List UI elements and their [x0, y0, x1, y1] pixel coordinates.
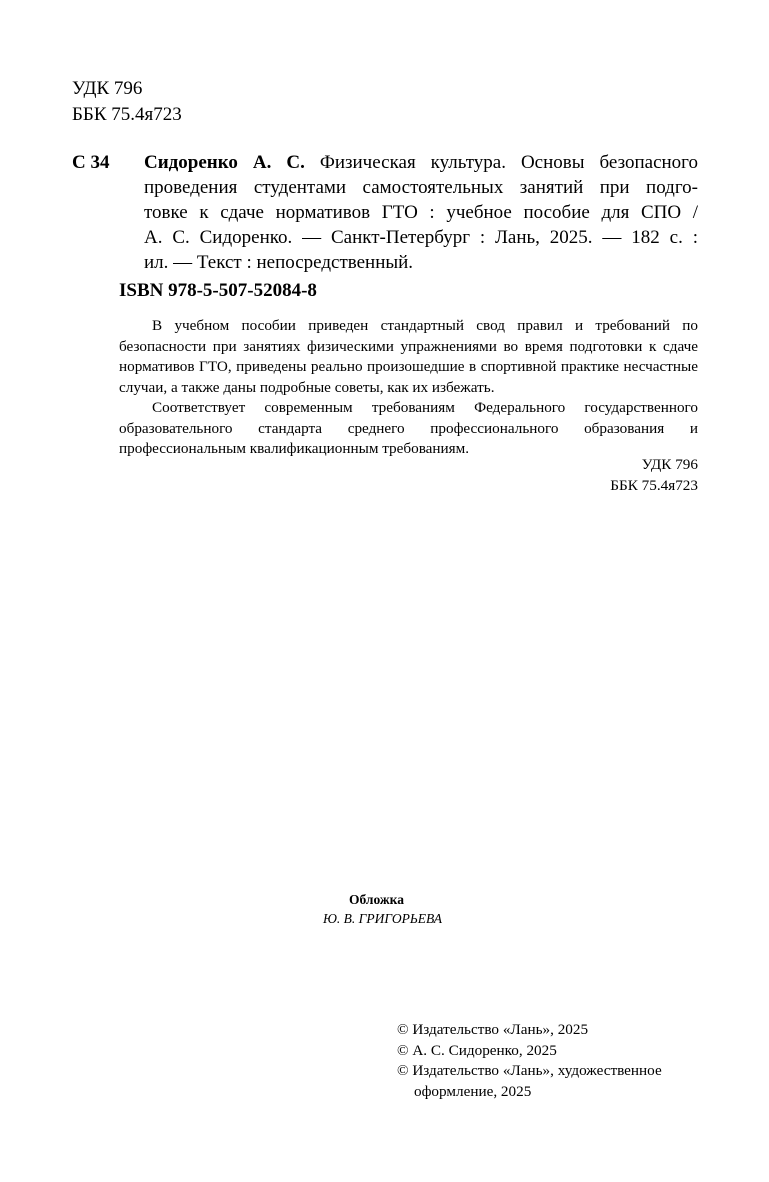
- annotation: [119, 316, 698, 460]
- biblio-line: проведения студентами самостоятельных занятий при подго-: [144, 177, 698, 198]
- biblio-line: А. С. Сидоренко. — Санкт-Петербург : Лань, 2025. — 182 с. :: [144, 227, 698, 248]
- cover-label: Обложка: [348, 892, 404, 907]
- classification-codes-top: [72, 76, 182, 128]
- copyright-line: © А. С. Сидоренко, 2025: [397, 1041, 557, 1059]
- bbk-code: ББК 75.4я723: [610, 476, 698, 494]
- udk-code: УДК 796: [641, 456, 698, 473]
- cover-designer: Ю. В. ГРИГОРЬЕВА: [322, 910, 443, 926]
- annotation-paragraph: Соответствует современным требованиям Федерального государственного образовательного стандарта среднего профессионального образования и профессиональным квалификационным требованиям.: [119, 399, 698, 457]
- biblio-text: Физическая культура. Основы безопасного: [304, 152, 698, 173]
- annotation-paragraph: В учебном пособии приведен стандартный свод правил и требований по безопасности при занятиях физическими упражнениями во время подготовки к сдаче нормативов ГТО, приведены реально произошедшие в спортивной практике несчастные случаи, а также даны подробные советы, как их избежать.: [119, 317, 698, 396]
- biblio-line: ил. — Текст : непосредственный.: [144, 252, 414, 273]
- bibliographic-record: [144, 150, 698, 275]
- biblio-line: [144, 150, 698, 175]
- copyright-block: [397, 1020, 707, 1102]
- isbn: ISBN 978-5-507-52084-8: [119, 280, 317, 301]
- copyright-line: © Издательство «Лань», художественное оформление, 2025: [397, 1062, 662, 1100]
- cover-credit: [0, 891, 769, 928]
- copyright-line: © Издательство «Лань», 2025: [397, 1021, 589, 1038]
- biblio-line: товке к сдаче нормативов ГТО : учебное пособие для СПО /: [144, 202, 698, 223]
- author-mark: С 34: [72, 152, 110, 173]
- udk-code: УДК 796: [72, 78, 143, 99]
- classification-codes-bottom: [610, 455, 698, 496]
- bbk-code: ББК 75.4я723: [72, 104, 182, 125]
- author-name: Сидоренко А. С.: [144, 152, 305, 173]
